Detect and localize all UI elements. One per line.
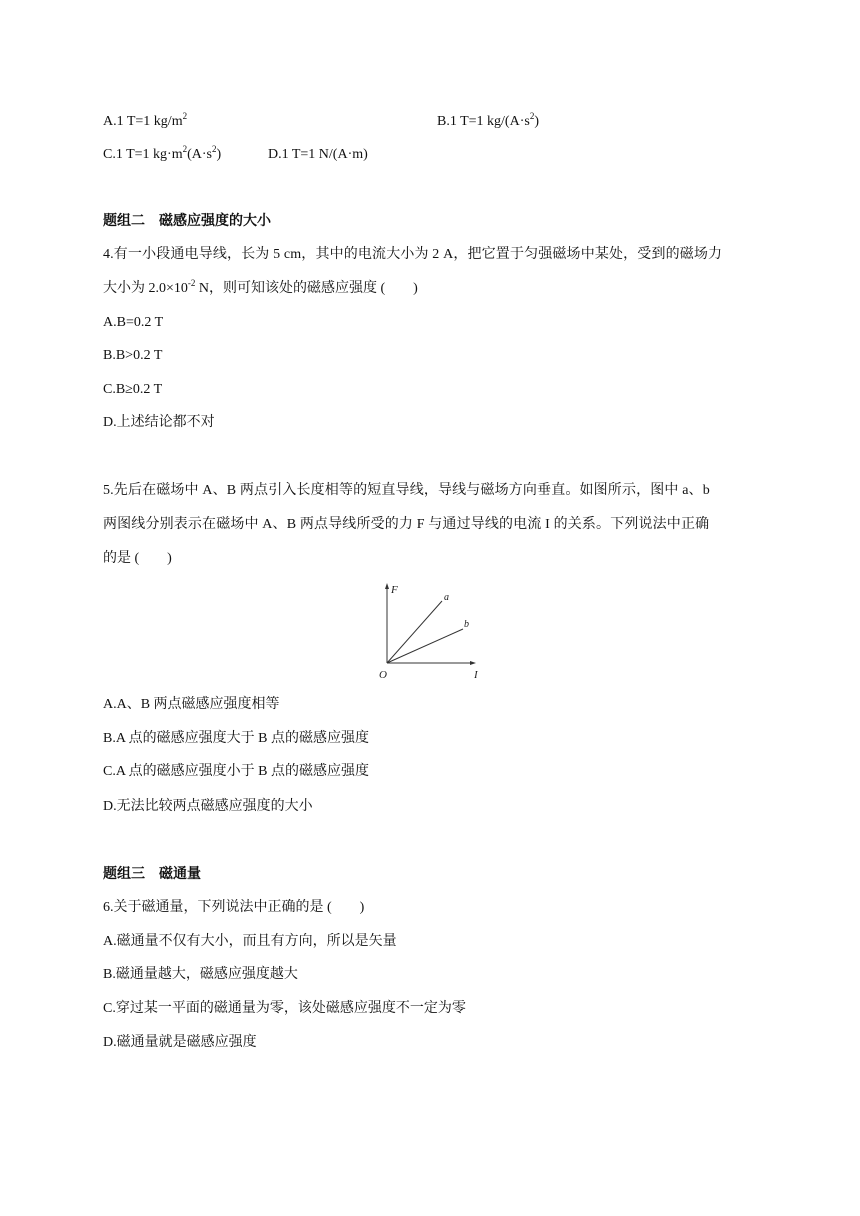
x-axis-label: I — [474, 669, 478, 681]
q3-option-c: C.1 T=1 $kg\cdot m^2(A\cdot s^2)$ — [103, 144, 222, 162]
q6-option-d: D.磁通量就是磁感应强度 — [103, 1035, 257, 1050]
q6-option-b: B.磁通量越大，磁感应强度越大 — [103, 967, 298, 982]
group3-heading: 题组三 磁通量 — [103, 867, 201, 882]
q5-option-a: A.A、B 两点磁感应强度相等 — [103, 697, 280, 712]
line-a — [387, 601, 442, 663]
q4-option-a: A.B=0.2 T — [103, 315, 164, 330]
q6-stem: 6.关于磁通量，下列说法中正确的是 ( ) — [103, 900, 365, 915]
y-axis-arrow-icon — [385, 583, 389, 589]
q4-stem-line2: 大小为 $2.0\times 10^{-2}$ N，则可知该处的磁感应强度 ( ) — [103, 278, 418, 296]
q4-stem-line1: 4.有一小段通电导线，长为 5 cm，其中的电流大小为 2 A，把它置于匀强磁场中某处，受到的磁场力 — [103, 247, 723, 262]
q5-force-current-graph — [370, 579, 485, 681]
q5-stem-line3: 的是 ( ) — [103, 551, 172, 566]
q5-option-c: C.A 点的磁感应强度小于 B 点的磁感应强度 — [103, 764, 370, 779]
origin-label: O — [379, 669, 387, 681]
q5-option-b: B.A 点的磁感应强度大于 B 点的磁感应强度 — [103, 731, 370, 746]
q5-stem-line1: 5.先后在磁场中 A、B 两点引入长度相等的短直导线，导线与磁场方向垂直。如图所示，图中 a、b — [103, 483, 710, 498]
q5-option-d: D.无法比较两点磁感应强度的大小 — [103, 799, 313, 814]
q4-option-c: C.B≥0.2 T — [103, 382, 163, 397]
line-b-label: b — [464, 619, 469, 630]
q6-option-a: A.磁通量不仅有大小，而且有方向，所以是矢量 — [103, 934, 397, 949]
line-b — [387, 629, 463, 663]
line-a-label: a — [444, 592, 449, 603]
q4-option-d: D.上述结论都不对 — [103, 415, 215, 430]
q4-option-b: B.B>0.2 T — [103, 348, 163, 363]
q3-option-b: B.1 T=1 $kg/(A\cdot s^2)$ — [437, 111, 539, 129]
x-axis-arrow-icon — [470, 661, 476, 665]
q5-stem-line2: 两图线分别表示在磁场中 A、B 两点导线所受的力 F 与通过导线的电流 I 的关系。下列说法中正确 — [103, 517, 710, 532]
q3-option-a: A.1 T=1 $kg/m^2$ — [103, 111, 188, 129]
q6-option-c: C.穿过某一平面的磁通量为零，该处磁感应强度不一定为零 — [103, 1001, 466, 1016]
q3-option-d: D.1 T=1 N/(A·m) — [268, 147, 368, 162]
group2-heading: 题组二 磁感应强度的大小 — [103, 214, 271, 229]
y-axis-label: F — [391, 584, 398, 596]
